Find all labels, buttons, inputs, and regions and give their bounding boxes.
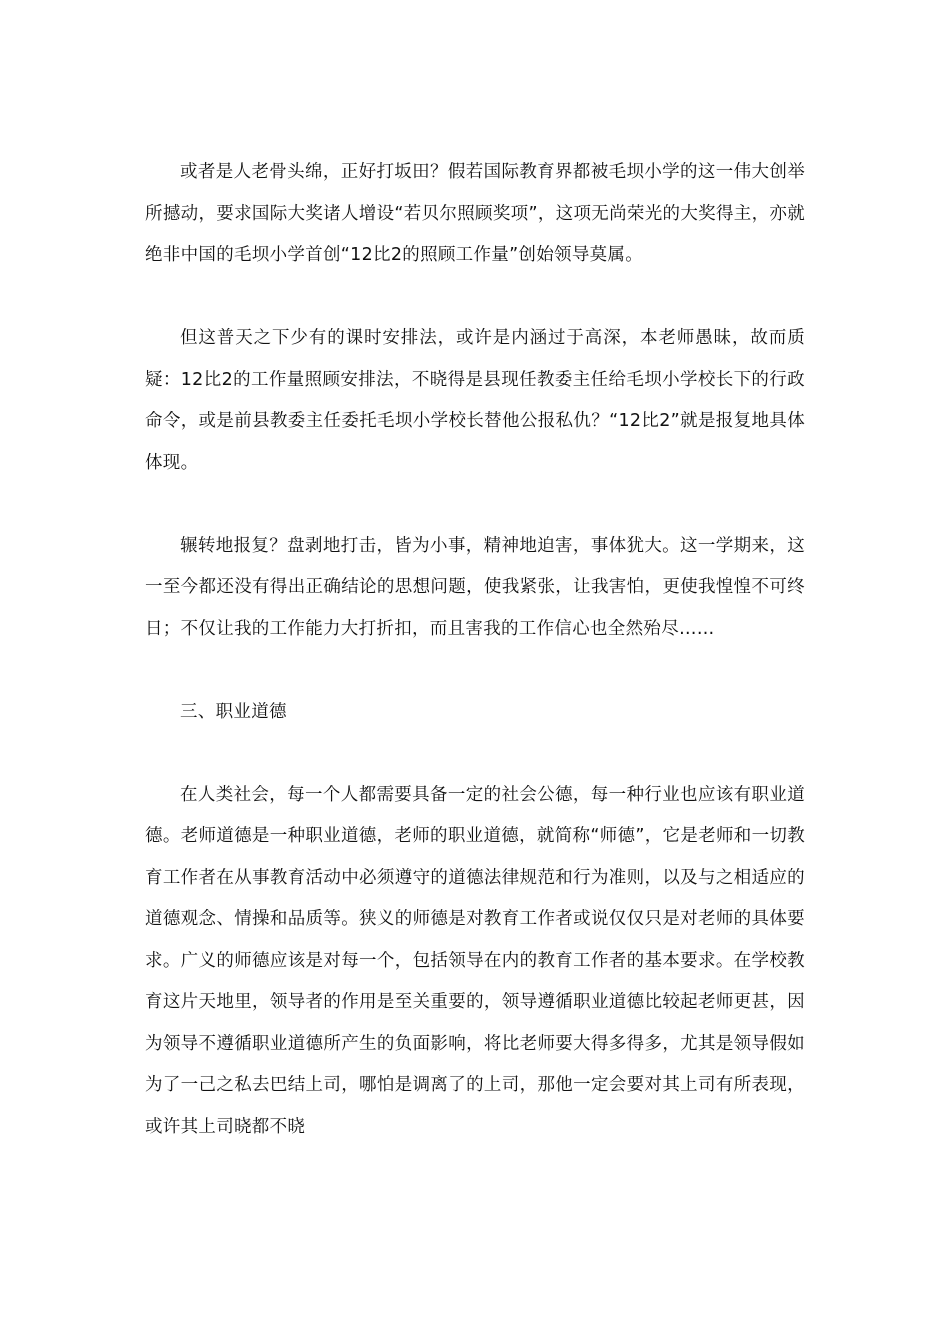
paragraph-spacer (145, 733, 805, 775)
paragraph-4: 在人类社会，每一个人都需要具备一定的社会公德，每一种行业也应该有职业道德。老师道德是一种职业道德，老师的职业道德，就简称“师德”，它是老师和一切教育工作者在从事教育活动中必须遵守的道德法律规范和行为准则，以及与之相适应的道德观念、情操和品质等。狭义的师德是对教育工作者或说仅仅只是对老师的具体要求。广义的师德应该是对每一个，包括领导在内的教育工作者的基本要求。在学校教育这片天地里，领导者的作用是至关重要的，领导遵循职业道德比较起老师更甚，因为领导不遵循职业道德所产生的负面影响，将比老师要大得多得多，尤其是领导假如为了一己之私去巴结上司，哪怕是调离了的上司，那他一定会要对其上司有所表现，或许其上司晓都不晓 (145, 784, 805, 1137)
paragraph-spacer (145, 484, 805, 526)
paragraph-spacer (145, 650, 805, 692)
paragraph-1: 或者是人老骨头绵，正好打坂田？假若国际教育界都被毛坝小学的这一伟大创举所撼动，要求国际大奖诸人增设“若贝尔照顾奖项”，这项无尚荣光的大奖得主，亦就绝非中国的毛坝小学首创“12比2的照顾工作量”创始领导莫属。 (145, 162, 805, 265)
paragraph-2: 但这普天之下少有的课时安排法，或许是内涵过于高深，本老师愚昧，故而质疑：12比2的工作量照顾安排法，不晓得是县现任教委主任给毛坝小学校长下的行政命令，或是前县教委主任委托毛坝小学校长替他公报私仇？“12比2”就是报复地具体体现。 (145, 328, 805, 473)
paragraph-3: 辗转地报复？盘剥地打击，皆为小事，精神地迫害，事体犹大。这一学期来，这一至今都还没有得出正确结论的思想问题，使我紧张，让我害怕，更使我惶惶不可终日；不仅让我的工作能力大打折扣，而且害我的工作信心也全然殆尽…… (145, 535, 805, 639)
document-body (145, 152, 805, 1148)
paragraph-spacer (145, 277, 805, 319)
section-heading: 三、职业道德 (180, 701, 287, 722)
